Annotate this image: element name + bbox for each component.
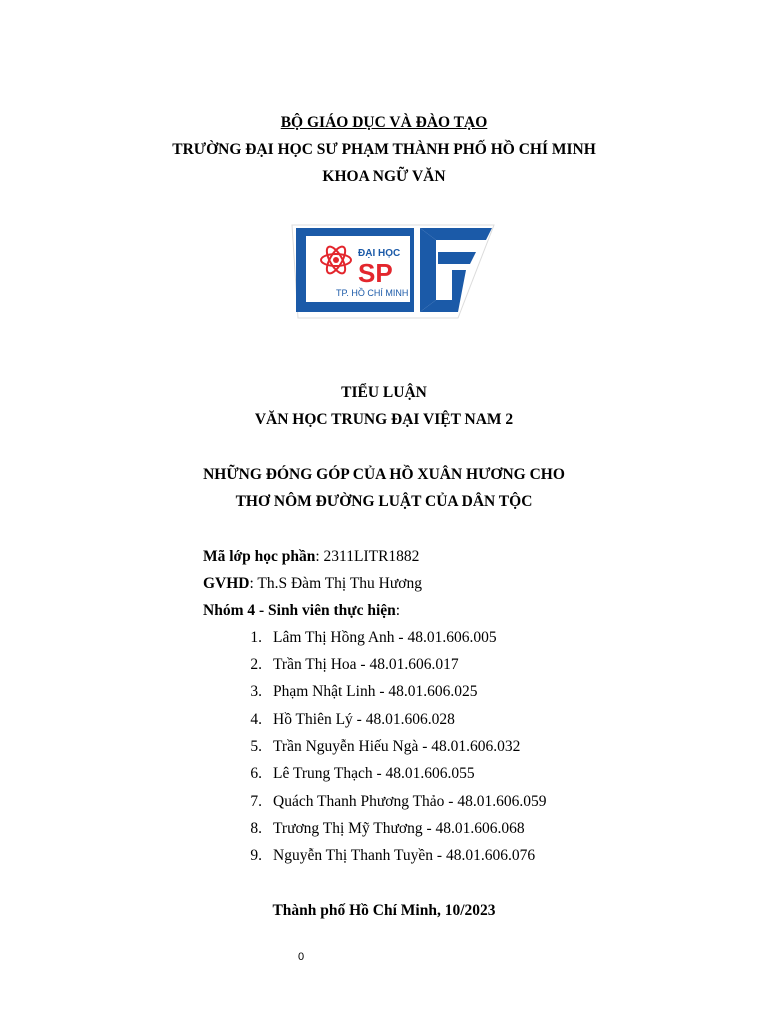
list-item-text: Trần Nguyễn Hiếu Ngà - 48.01.606.032 <box>273 738 521 755</box>
list-item-text: Quách Thanh Phương Thảo - 48.01.606.059 <box>273 793 547 810</box>
list-item-number: 9. <box>250 847 262 864</box>
list-item-number: 8. <box>250 820 262 837</box>
university-logo <box>288 222 498 320</box>
topic-line-1: NHỮNG ĐÓNG GÓP CỦA HỒ XUÂN HƯƠNG CHO <box>203 466 565 483</box>
list-item-text: Lâm Thị Hồng Anh - 48.01.606.005 <box>273 629 497 646</box>
list-item-number: 4. <box>250 711 262 728</box>
university-heading: TRƯỜNG ĐẠI HỌC SƯ PHẠM THÀNH PHỐ HỒ CHÍ MINH <box>172 141 596 158</box>
advisor-value: : Th.S Đàm Thị Thu Hương <box>249 575 422 592</box>
group-suffix: : <box>395 602 401 619</box>
place-date: Thành phố Hồ Chí Minh, 10/2023 <box>272 902 496 919</box>
logo-main-text: SP <box>358 258 393 288</box>
faculty-heading: KHOA NGỮ VĂN <box>322 168 446 185</box>
logo-bottom-text: TP. HỒ CHÍ MINH <box>336 288 409 298</box>
list-item-text: Trương Thị Mỹ Thương - 48.01.606.068 <box>273 820 525 837</box>
ministry-heading: BỘ GIÁO DỤC VÀ ĐÀO TẠO <box>280 114 488 131</box>
advisor-line <box>203 574 422 594</box>
list-item-text: Lê Trung Thạch - 48.01.606.055 <box>273 765 475 782</box>
list-item-text: Phạm Nhật Linh - 48.01.606.025 <box>273 683 478 700</box>
list-item-text: Trần Thị Hoa - 48.01.606.017 <box>273 656 459 673</box>
list-item-text: Nguyễn Thị Thanh Tuyền - 48.01.606.076 <box>273 847 536 864</box>
logo-top-text: ĐẠI HỌC <box>358 248 401 259</box>
list-item-number: 3. <box>250 683 262 700</box>
list-item-number: 2. <box>250 656 262 673</box>
list-item-number: 1. <box>250 629 262 646</box>
topic-line-2: THƠ NÔM ĐƯỜNG LUẬT CỦA DÂN TỘC <box>235 493 533 510</box>
list-item-number: 7. <box>250 793 262 810</box>
list-item-number: 6. <box>250 765 262 782</box>
class-code-label: Mã lớp học phần <box>203 548 316 565</box>
group-label: Nhóm 4 - Sinh viên thực hiện <box>203 602 396 619</box>
page-number: 0 <box>298 951 305 963</box>
group-line <box>203 601 400 621</box>
document-type: TIỂU LUẬN <box>341 384 427 401</box>
advisor-label: GVHD <box>203 575 250 592</box>
class-code-line <box>203 547 419 567</box>
class-code-value: : 2311LITR1882 <box>315 548 420 565</box>
list-item-number: 5. <box>250 738 262 755</box>
course-name: VĂN HỌC TRUNG ĐẠI VIỆT NAM 2 <box>254 411 514 428</box>
list-item-text: Hồ Thiên Lý - 48.01.606.028 <box>273 711 455 728</box>
